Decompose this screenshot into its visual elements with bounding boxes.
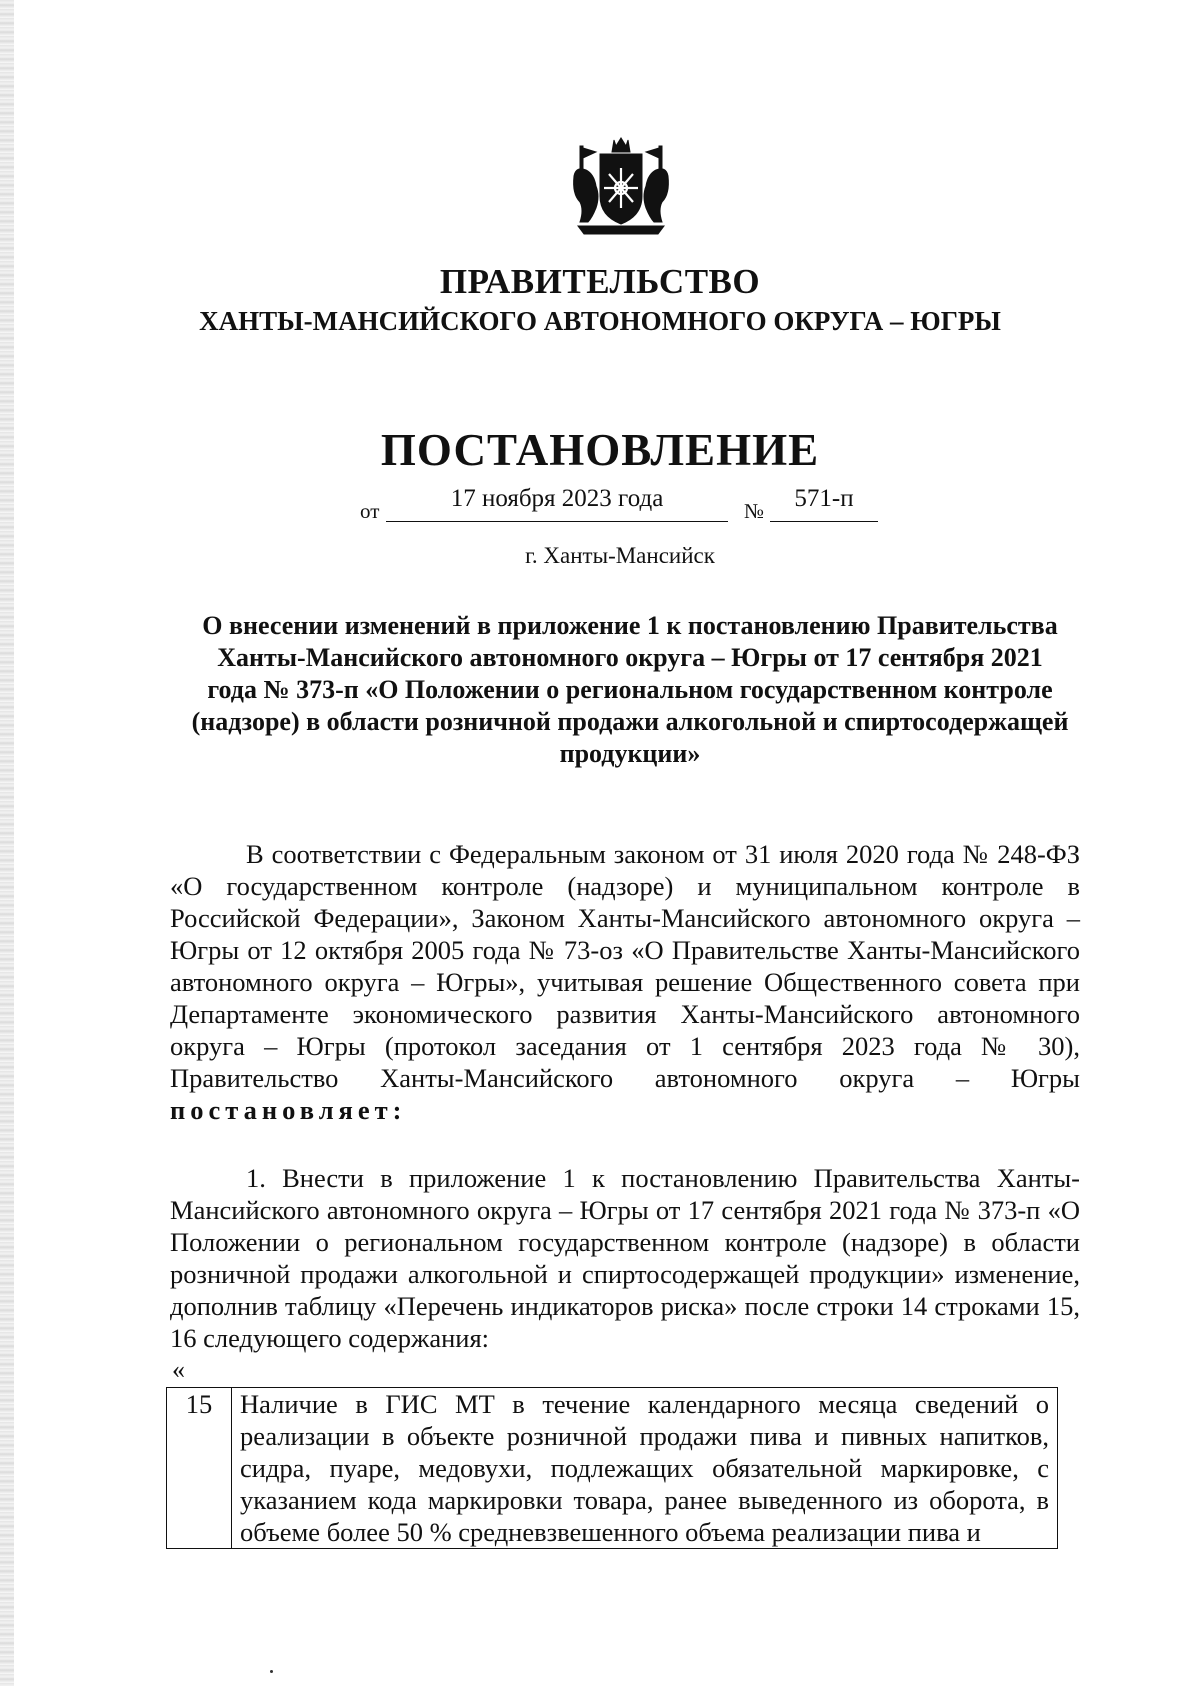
date-number-row bbox=[0, 485, 1200, 525]
row-text: Наличие в ГИС МТ в течение календарного месяца сведений о реализации в объекте розничной продажи пива и пивных напитков, сидра, пуаре, медовухи, подлежащих обязательной маркировке, с указанием кода маркировки товара, ранее выведенного из оборота, в объеме более 50 % средневзвешенного объема реализации пива и bbox=[232, 1388, 1058, 1549]
number-prefix: № bbox=[744, 499, 765, 523]
document-number: 571-п bbox=[770, 485, 878, 522]
preamble-verb: постановляет: bbox=[170, 1095, 407, 1125]
open-quote: « bbox=[172, 1355, 185, 1384]
document-city: г. Ханты-Мансийск bbox=[525, 543, 715, 568]
document-type: ПОСТАНОВЛЕНИЕ bbox=[380, 425, 820, 475]
scan-edge-artifact bbox=[0, 0, 14, 1686]
risk-indicators-table bbox=[166, 1387, 1058, 1549]
government-region: ХАНТЫ-МАНСИЙСКОГО АВТОНОМНОГО ОКРУГА – ЮГРЫ bbox=[199, 306, 1001, 336]
preamble-paragraph bbox=[170, 838, 1080, 1126]
document-date: 17 ноября 2023 года bbox=[386, 485, 728, 522]
date-prefix: от bbox=[360, 499, 380, 523]
row-number: 15 bbox=[167, 1388, 232, 1549]
clause-1-paragraph: 1. Внести в приложение 1 к постановлению Правительства Ханты-Мансийского автономного округа – Югры от 17 сентября 2021 года № 373-п «О Положении о региональном государственном контроле (надзоре) в области розничной продажи алкогольной и спиртосодержащей продукции» изменение, дополнив таблицу «Перечень индикаторов риска» после строки 14 строками 15, 16 следующего содержания: bbox=[170, 1163, 1080, 1353]
government-title: ПРАВИТЕЛЬСТВО bbox=[439, 262, 761, 301]
document-subject: О внесении изменений в приложение 1 к постановлению Правительства Ханты-Мансийского автономного округа – Югры от 17 сентября 2021 года № 373-п «О Положении о региональном государственном контроле (надзоре) в области розничной продажи алкогольной и спиртосодержащей продукции» bbox=[191, 611, 1069, 768]
scan-speck bbox=[270, 1670, 273, 1673]
preamble-text: В соответствии с Федеральным законом от 31 июля 2020 года № 248-ФЗ «О государственном контроле (надзоре) и муниципальном контроле в Российской Федерации», Законом Ханты-Мансийского автономного округа – Югры от 12 октября 2005 года № 73-оз «О Правительстве Ханты-Мансийского автономного округа – Югры», учитывая решение Общественного совета при Департаменте экономического развития Ханты-Мансийского автономного округа – Югры (протокол заседания от 1 сентября 2023 года № 30), Правительство Ханты-Мансийского автономного округа – Югры bbox=[170, 839, 1080, 1093]
khmao-coat-of-arms-icon bbox=[566, 136, 676, 242]
table-row bbox=[167, 1388, 1058, 1549]
